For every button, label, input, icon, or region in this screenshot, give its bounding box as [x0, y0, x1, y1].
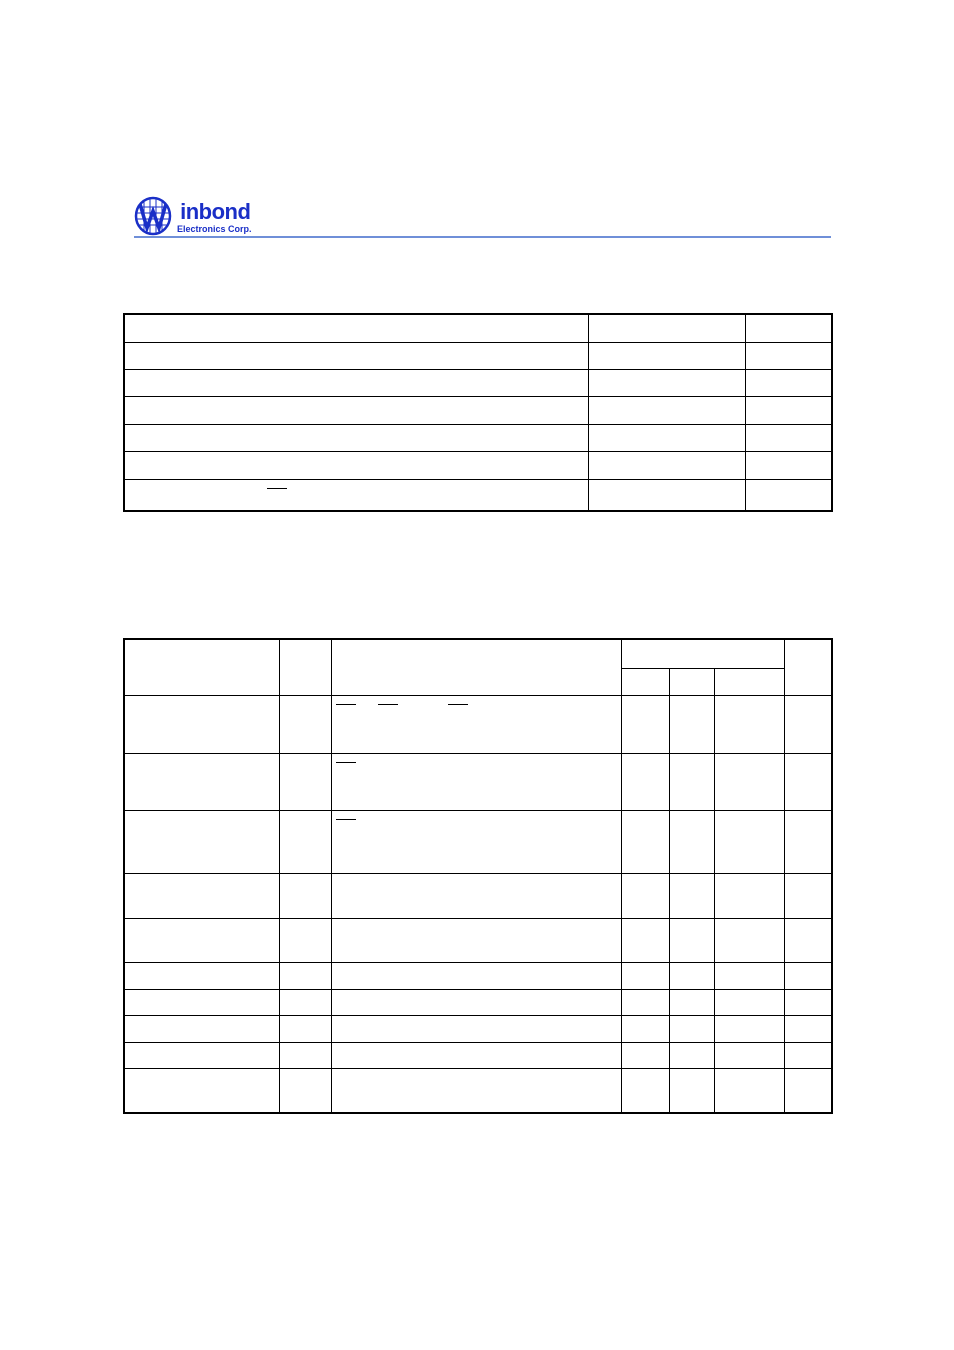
brand-wordmark: inbond: [180, 199, 251, 224]
table-row: [124, 1015, 832, 1042]
table-row: [124, 962, 832, 989]
table-row: [124, 369, 832, 396]
table-row: [124, 753, 832, 810]
header-rule: [134, 236, 831, 238]
table-row: [124, 479, 832, 511]
overline-mark: [378, 704, 398, 705]
ratings-table: [123, 313, 833, 512]
table-row: [124, 873, 832, 918]
table-row: [124, 1042, 832, 1068]
table-row: [124, 810, 832, 873]
table-header-row: [124, 639, 832, 668]
overline-mark: [336, 762, 356, 763]
overline-mark: [267, 488, 287, 489]
brand-subtitle: Electronics Corp.: [177, 224, 252, 234]
overline-mark: [448, 704, 468, 705]
table-row: [124, 989, 832, 1015]
table-row: [124, 451, 832, 479]
table-row: [124, 314, 832, 342]
table-row: [124, 424, 832, 451]
characteristics-table: [123, 638, 833, 1114]
overline-mark: [336, 704, 356, 705]
overline-mark: [336, 819, 356, 820]
table-row: [124, 342, 832, 369]
table-row: [124, 918, 832, 962]
table-row: [124, 1068, 832, 1113]
table-row: [124, 396, 832, 424]
table-row: [124, 695, 832, 753]
